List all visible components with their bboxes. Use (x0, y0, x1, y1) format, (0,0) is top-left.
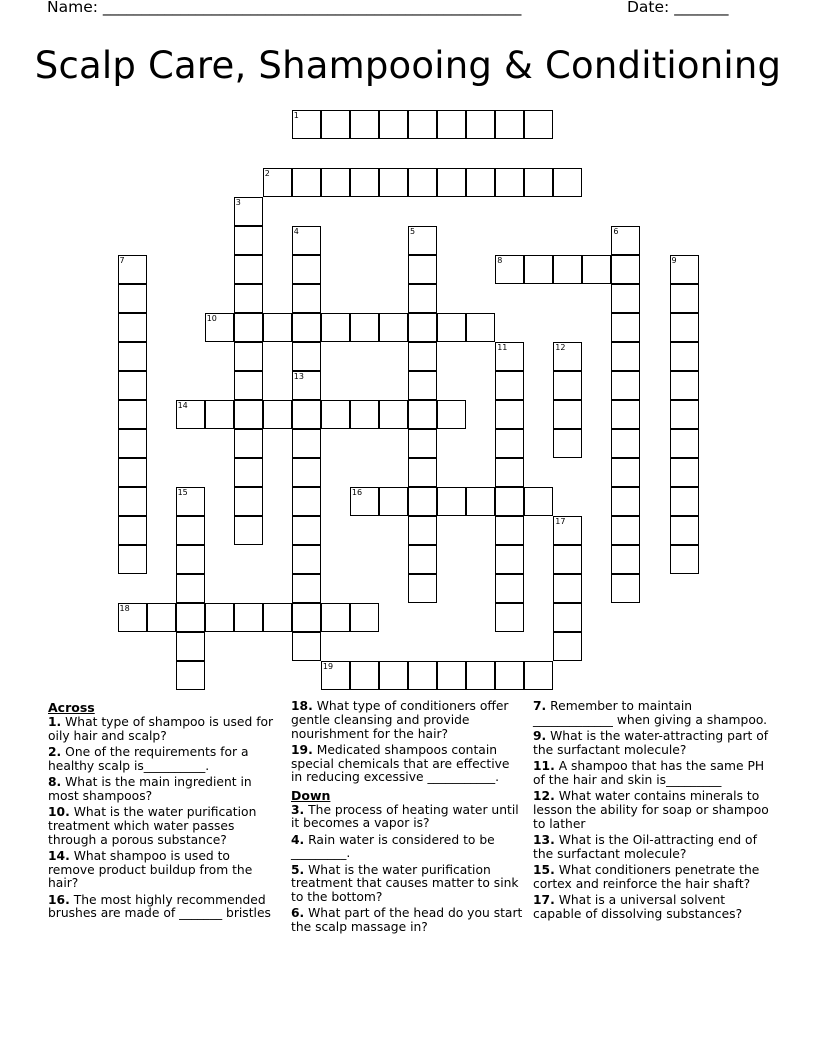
grid-cell[interactable] (176, 661, 205, 690)
clue-number: 3. (291, 802, 305, 817)
grid-cell[interactable] (321, 400, 350, 429)
grid-cell[interactable] (408, 545, 437, 574)
grid-cell[interactable] (379, 487, 408, 516)
grid-cell[interactable] (234, 197, 263, 226)
clue-number: 9 (671, 255, 677, 265)
grid-cell[interactable] (670, 284, 699, 313)
clue-text: What conditioners penetrate the cortex and reinforce the hair shaft? (533, 862, 760, 891)
grid-cell[interactable] (495, 110, 524, 139)
clue-number: 10. (48, 804, 70, 819)
grid-cell[interactable] (611, 226, 640, 255)
grid-cell[interactable] (292, 110, 321, 139)
down-clue (533, 730, 769, 758)
grid-cell[interactable] (524, 255, 553, 284)
clues-column-2 (291, 700, 524, 937)
clue-text: What is the Oil-attracting end of the surfactant molecule? (533, 832, 757, 861)
clue-text: The process of heating water until it becomes a vapor is? (291, 802, 519, 831)
grid-cell[interactable] (611, 429, 640, 458)
clue-number: 6. (291, 906, 305, 921)
grid-cell[interactable] (147, 603, 176, 632)
grid-cell[interactable] (118, 342, 147, 371)
clue-number: 18 (119, 603, 130, 613)
grid-cell[interactable] (350, 110, 379, 139)
grid-cell[interactable] (670, 487, 699, 516)
clue-number: 17 (555, 516, 566, 526)
clue-text: What is the main ingredient in most shampoos? (48, 774, 252, 803)
date-field[interactable]: Date: _______ (627, 0, 729, 16)
grid-cell[interactable] (408, 487, 437, 516)
grid-cell[interactable] (292, 313, 321, 342)
clue-number: 18. (291, 699, 313, 713)
grid-cell[interactable] (292, 574, 321, 603)
grid-cell[interactable] (437, 313, 466, 342)
grid-cell[interactable] (495, 516, 524, 545)
grid-cell[interactable] (205, 400, 234, 429)
grid-cell[interactable] (495, 168, 524, 197)
clue-text: What type of shampoo is used for oily hair and scalp? (48, 715, 274, 743)
clue-number: 11 (497, 342, 508, 352)
grid-cell[interactable] (234, 516, 263, 545)
clue-text: Rain water is considered to be _________. (291, 832, 495, 861)
grid-cell[interactable] (611, 371, 640, 400)
grid-cell[interactable] (553, 168, 582, 197)
clue-text: What is the water purification treatment which water passes through a porous substance? (48, 804, 257, 847)
down-clue (533, 790, 769, 831)
grid-cell[interactable] (408, 400, 437, 429)
grid-cell[interactable] (553, 574, 582, 603)
grid-cell[interactable] (670, 371, 699, 400)
grid-cell[interactable] (350, 313, 379, 342)
clue-number: 14. (48, 848, 70, 863)
grid-cell[interactable] (670, 458, 699, 487)
grid-cell[interactable] (524, 661, 553, 690)
clue-number: 19 (322, 661, 334, 671)
clue-number: 2. (48, 744, 62, 759)
grid-cell[interactable] (292, 632, 321, 661)
grid-cell[interactable] (437, 168, 466, 197)
clue-number: 4. (291, 832, 305, 847)
grid-cell[interactable] (118, 371, 147, 400)
grid-cell[interactable] (408, 110, 437, 139)
down-clue-list (291, 804, 524, 935)
grid-cell[interactable] (205, 603, 234, 632)
grid-cell[interactable] (408, 458, 437, 487)
clue-number: 6 (613, 226, 619, 236)
grid-cell[interactable] (176, 516, 205, 545)
grid-cell[interactable] (408, 371, 437, 400)
grid-cell[interactable] (524, 110, 553, 139)
grid-cell[interactable] (553, 545, 582, 574)
clues-column-1 (48, 700, 276, 924)
clue-text: What water contains minerals to lesson the ability for soap or shampoo to lather (533, 788, 769, 831)
clue-text: What is a universal solvent capable of dissolving substances? (533, 892, 743, 921)
grid-cell[interactable] (408, 168, 437, 197)
grid-cell[interactable] (176, 400, 205, 429)
grid-cell[interactable] (524, 487, 553, 516)
grid-cell[interactable] (350, 168, 379, 197)
grid-cell[interactable] (437, 400, 466, 429)
clue-number: 12 (555, 342, 566, 352)
grid-cell[interactable] (611, 284, 640, 313)
grid-cell[interactable] (263, 400, 292, 429)
grid-cell[interactable] (611, 574, 640, 603)
grid-cell[interactable] (292, 168, 321, 197)
clue-text: What shampoo is used to remove product buildup from the hair? (48, 848, 253, 891)
clue-number: 8. (48, 774, 62, 789)
grid-cell[interactable] (437, 110, 466, 139)
grid-cell[interactable] (176, 632, 205, 661)
grid-cell[interactable] (495, 429, 524, 458)
down-clue (291, 864, 524, 905)
grid-cell[interactable] (553, 429, 582, 458)
clue-number: 8 (497, 255, 503, 265)
grid-cell[interactable] (553, 632, 582, 661)
page-title: Scalp Care, Shampooing & Conditioning (34, 44, 782, 87)
down-clue (533, 834, 769, 862)
grid-cell[interactable] (350, 400, 379, 429)
down-clue (291, 907, 524, 935)
grid-cell[interactable] (611, 516, 640, 545)
grid-cell[interactable] (118, 603, 147, 632)
across-clue (48, 776, 276, 804)
grid-cell[interactable] (379, 168, 408, 197)
grid-cell[interactable] (350, 487, 379, 516)
grid-cell[interactable] (321, 603, 350, 632)
across-clue (48, 716, 276, 744)
grid-cell[interactable] (292, 400, 321, 429)
grid-cell[interactable] (495, 487, 524, 516)
clue-text: What type of conditioners offer gentle cleansing and provide nourishment for the hair? (291, 699, 509, 741)
grid-cell[interactable] (234, 458, 263, 487)
clue-number: 13. (533, 832, 555, 847)
clue-number: 1. (48, 715, 62, 729)
grid-cell[interactable] (321, 661, 350, 690)
down-clue (291, 804, 524, 832)
clue-number: 5 (410, 226, 416, 236)
grid-cell[interactable] (176, 545, 205, 574)
grid-cell[interactable] (234, 371, 263, 400)
down-clue (533, 894, 769, 922)
grid-cell[interactable] (118, 284, 147, 313)
clue-number: 16. (48, 892, 70, 907)
grid-cell[interactable] (611, 400, 640, 429)
clue-number: 3 (235, 197, 241, 207)
clue-number: 13 (293, 371, 304, 381)
grid-cell[interactable] (234, 226, 263, 255)
across-clue-list-continued (291, 700, 524, 785)
clue-number: 17. (533, 892, 555, 907)
clue-text: Remember to maintain _____________ when giving a shampoo. (533, 699, 768, 727)
grid-cell[interactable] (611, 545, 640, 574)
clue-number: 14 (177, 400, 188, 410)
across-clue (291, 700, 524, 741)
grid-cell[interactable] (437, 487, 466, 516)
grid-cell[interactable] (408, 574, 437, 603)
clue-number: 19. (291, 742, 313, 757)
clue-number: 10 (206, 313, 217, 323)
clue-number: 5. (291, 862, 305, 877)
grid-cell[interactable] (292, 516, 321, 545)
grid-cell[interactable] (379, 313, 408, 342)
grid-cell[interactable] (553, 603, 582, 632)
grid-cell[interactable] (118, 516, 147, 545)
grid-cell[interactable] (408, 516, 437, 545)
grid-cell[interactable] (408, 429, 437, 458)
grid-cell[interactable] (495, 400, 524, 429)
grid-cell[interactable] (234, 400, 263, 429)
down-heading: Down (291, 787, 331, 803)
down-clue (533, 700, 769, 728)
clue-number: 9. (533, 728, 547, 743)
grid-cell[interactable] (292, 545, 321, 574)
grid-cell[interactable] (118, 545, 147, 574)
name-field[interactable]: Name: ______________________________________________________ (47, 0, 522, 16)
grid-cell[interactable] (379, 400, 408, 429)
down-clue (533, 760, 769, 788)
grid-cell[interactable] (670, 313, 699, 342)
grid-cell[interactable] (292, 371, 321, 400)
grid-cell[interactable] (118, 429, 147, 458)
grid-cell[interactable] (495, 545, 524, 574)
clue-number: 12. (533, 788, 555, 803)
grid-cell[interactable] (466, 487, 495, 516)
grid-cell[interactable] (670, 429, 699, 458)
grid-cell[interactable] (466, 661, 495, 690)
grid-cell[interactable] (495, 458, 524, 487)
grid-cell[interactable] (118, 313, 147, 342)
clues-column-3 (533, 700, 769, 924)
grid-cell[interactable] (408, 226, 437, 255)
down-clue (291, 834, 524, 862)
grid-cell[interactable] (495, 661, 524, 690)
grid-cell[interactable] (466, 313, 495, 342)
grid-cell[interactable] (234, 342, 263, 371)
grid-cell[interactable] (553, 342, 582, 371)
grid-cell[interactable] (321, 168, 350, 197)
clue-number: 2 (264, 168, 270, 178)
down-clue (533, 864, 769, 892)
grid-cell[interactable] (553, 255, 582, 284)
grid-cell[interactable] (466, 110, 495, 139)
clue-text: What is the water-attracting part of the surfactant molecule? (533, 728, 769, 757)
clue-number: 15 (177, 487, 188, 497)
grid-cell[interactable] (670, 400, 699, 429)
clue-number: 11. (533, 758, 555, 773)
across-clue (48, 746, 276, 774)
grid-cell[interactable] (292, 226, 321, 255)
clue-text: What is the water purification treatment that causes matter to sink to the bottom? (291, 862, 519, 905)
grid-cell[interactable] (408, 661, 437, 690)
grid-cell[interactable] (292, 458, 321, 487)
grid-cell[interactable] (466, 168, 495, 197)
grid-cell[interactable] (234, 429, 263, 458)
across-heading: Across (48, 700, 95, 715)
grid-cell[interactable] (670, 255, 699, 284)
grid-cell[interactable] (292, 603, 321, 632)
grid-cell[interactable] (321, 110, 350, 139)
grid-cell[interactable] (611, 342, 640, 371)
grid-cell[interactable] (670, 545, 699, 574)
grid-cell[interactable] (118, 255, 147, 284)
grid-cell[interactable] (611, 255, 640, 284)
grid-cell[interactable] (118, 400, 147, 429)
clue-number: 4 (293, 226, 299, 236)
clue-text: A shampoo that has the same PH of the hair and skin is_________ (533, 758, 765, 787)
grid-cell[interactable] (408, 284, 437, 313)
across-clue-list (48, 716, 276, 921)
grid-cell[interactable] (234, 255, 263, 284)
clue-number: 7. (533, 699, 547, 713)
grid-cell[interactable] (611, 313, 640, 342)
clue-text: What part of the head do you start the scalp massage in? (291, 906, 523, 935)
grid-cell[interactable] (263, 313, 292, 342)
grid-cell[interactable] (495, 603, 524, 632)
grid-cell[interactable] (350, 661, 379, 690)
grid-cell[interactable] (379, 661, 408, 690)
clue-number: 16 (351, 487, 363, 497)
clue-number: 15. (533, 862, 555, 877)
across-clue (48, 894, 276, 922)
grid-cell[interactable] (495, 342, 524, 371)
clue-text: Medicated shampoos contain special chemicals that are effective in reducing excessive ___________. (291, 742, 510, 785)
grid-cell[interactable] (379, 110, 408, 139)
grid-cell[interactable] (553, 516, 582, 545)
grid-cell[interactable] (234, 313, 263, 342)
grid-cell[interactable] (611, 487, 640, 516)
grid-cell[interactable] (408, 313, 437, 342)
down-clue-list-continued (533, 700, 769, 921)
clue-text: The most highly recommended brushes are made of _______ bristles (48, 892, 271, 921)
grid-cell[interactable] (582, 255, 611, 284)
grid-cell[interactable] (234, 487, 263, 516)
grid-cell[interactable] (350, 603, 379, 632)
grid-cell[interactable] (670, 516, 699, 545)
grid-cell[interactable] (234, 284, 263, 313)
grid-cell[interactable] (524, 168, 553, 197)
grid-cell[interactable] (263, 168, 292, 197)
grid-cell[interactable] (118, 458, 147, 487)
clue-text: One of the requirements for a healthy scalp is__________. (48, 744, 249, 773)
grid-cell[interactable] (263, 603, 292, 632)
across-clue (48, 806, 276, 847)
grid-cell[interactable] (408, 255, 437, 284)
across-clue (291, 744, 524, 785)
clue-number: 1 (293, 110, 299, 120)
grid-cell[interactable] (670, 342, 699, 371)
grid-cell[interactable] (176, 574, 205, 603)
grid-cell[interactable] (292, 429, 321, 458)
grid-cell[interactable] (176, 487, 205, 516)
grid-cell[interactable] (495, 574, 524, 603)
grid-cell[interactable] (495, 255, 524, 284)
across-clue (48, 850, 276, 891)
grid-cell[interactable] (553, 371, 582, 400)
grid-cell[interactable] (437, 661, 466, 690)
grid-cell[interactable] (292, 284, 321, 313)
grid-cell[interactable] (176, 603, 205, 632)
grid-cell[interactable] (205, 313, 234, 342)
grid-cell[interactable] (408, 342, 437, 371)
clue-number: 7 (119, 255, 125, 265)
grid-cell[interactable] (292, 487, 321, 516)
grid-cell[interactable] (321, 313, 350, 342)
grid-cell[interactable] (611, 458, 640, 487)
grid-cell[interactable] (292, 342, 321, 371)
grid-cell[interactable] (234, 603, 263, 632)
grid-cell[interactable] (118, 487, 147, 516)
grid-cell[interactable] (495, 371, 524, 400)
grid-cell[interactable] (292, 255, 321, 284)
grid-cell[interactable] (553, 400, 582, 429)
